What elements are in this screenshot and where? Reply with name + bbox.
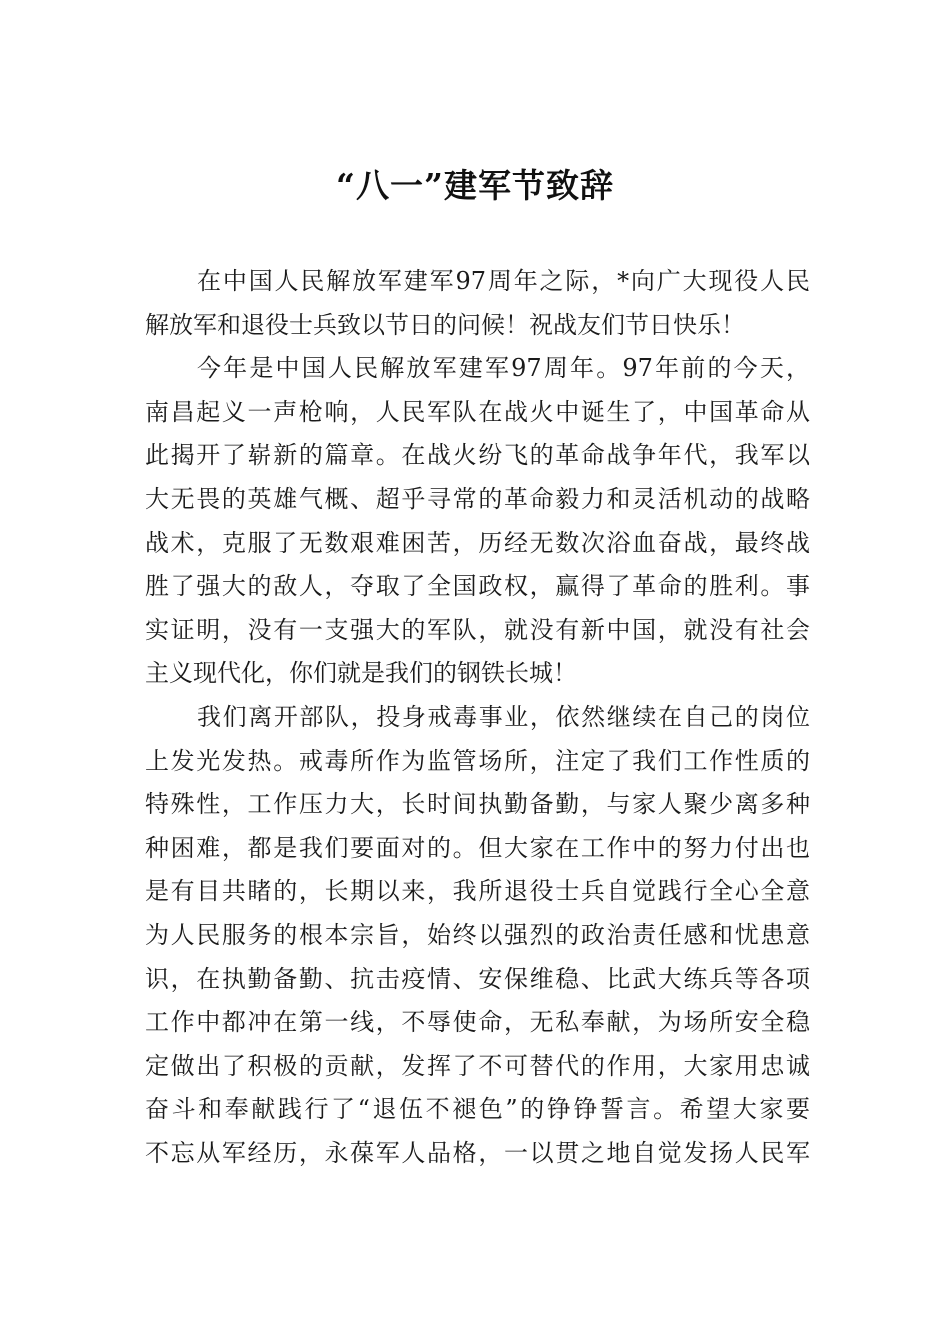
paragraph-3-line-4: 种困难，都是我们要面对的。但大家在工作中的努力付出也: [145, 833, 810, 862]
paragraph-1-line-2: 解放军和退役士兵致以节日的问候！祝战友们节日快乐！: [145, 310, 745, 339]
paragraph-3-line-8: 工作中都冲在第一线，不辱使命，无私奉献，为场所安全稳: [145, 1008, 810, 1037]
document-body: [145, 260, 810, 1175]
paragraph-2-line-6: 胜了强大的敌人，夺取了全国政权，赢得了革命的胜利。事: [145, 572, 810, 601]
paragraph-2-line-5: 战术，克服了无数艰难困苦，历经无数次浴血奋战，最终战: [145, 528, 810, 557]
paragraph-3-line-10: 奋斗和奉献践行了“退伍不褪色”的铮铮誓言。希望大家要: [145, 1095, 810, 1124]
document-title: “八一”建军节致辞: [336, 166, 614, 205]
paragraph-3-line-2: 上发光发热。戒毒所作为监管场所，注定了我们工作性质的: [145, 746, 810, 775]
paragraph-3-line-5: 是有目共睹的，长期以来，我所退役士兵自觉践行全心全意: [145, 877, 810, 906]
paragraph-3-line-6: 为人民服务的根本宗旨，始终以强烈的政治责任感和忧患意: [145, 920, 810, 949]
paragraph-2-line-3: 此揭开了崭新的篇章。在战火纷飞的革命战争年代，我军以: [145, 441, 810, 470]
paragraph-3-line-1: 我们离开部队，投身戒毒事业，依然继续在自己的岗位: [197, 702, 810, 731]
paragraph-2-line-2: 南昌起义一声枪响，人民军队在战火中诞生了，中国革命从: [145, 397, 810, 426]
paragraph-3-line-11: 不忘从军经历，永葆军人品格，一以贯之地自觉发扬人民军: [145, 1138, 810, 1167]
paragraph-3-line-3: 特殊性，工作压力大，长时间执勤备勤，与家人聚少离多种: [145, 790, 810, 819]
paragraph-2-line-4: 大无畏的英雄气概、超乎寻常的革命毅力和灵活机动的战略: [145, 484, 810, 513]
paragraph-3-line-9: 定做出了积极的贡献，发挥了不可替代的作用，大家用忠诚: [145, 1051, 810, 1080]
paragraph-2-line-1: 今年是中国人民解放军建军97周年。97年前的今天，: [197, 354, 810, 383]
paragraph-2-line-8: 主义现代化，你们就是我们的钢铁长城！: [145, 659, 577, 688]
paragraph-3-line-7: 识，在执勤备勤、抗击疫情、安保维稳、比武大练兵等各项: [145, 964, 810, 993]
paragraph-2-line-7: 实证明，没有一支强大的军队，就没有新中国，就没有社会: [145, 615, 810, 644]
paragraph-1-line-1: 在中国人民解放军建军97周年之际，*向广大现役人民: [197, 267, 810, 295]
